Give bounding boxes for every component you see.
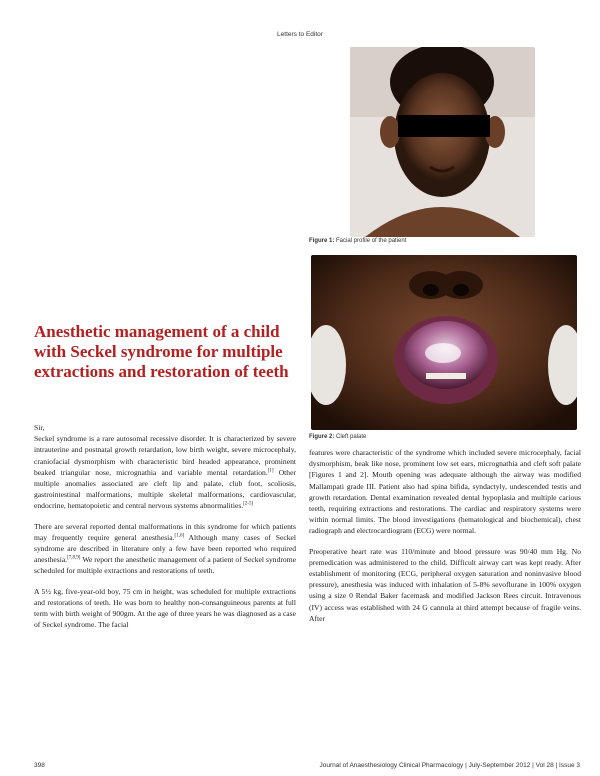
cleft-palate-photo (311, 255, 577, 430)
patient-face-photo (350, 47, 535, 237)
figure-2-image (311, 255, 577, 430)
paragraph-case: A 5½ kg, five-year-old boy, 75 cm in height, was scheduled for multiple extractions and restorations of teeth. He was born to healthy non-consanguineous parents at full term with birth weight of 900gm. At the age of three years he was diagnosed as a case of Seckel syndrome. The facial (34, 586, 296, 630)
paragraph-intro: Seckel syndrome is a rare autosomal recessive disorder. It is characterized by severe intrauterine and postnatal growth retardation, low birth weight, severe microcephaly, craniofacial dysmorphism with characteristic bird headed appearance, prominent beaked triangular nose, micrognathia and variable mental retardation.[1] Other multiple anomalies associated are cleft lip and palate, club foot, scoliosis, gastrointestinal malformations, multiple skeletal malformations, cardiovascular, endocrine, hematopoietic and central nervous systems abnormalities.[2-5] (34, 434, 296, 511)
paragraph-dental: There are several reported dental malformations in this syndrome for which patients may frequently require general anesthesia.[1,6] Although many cases of Seckel syndrome are described in literature only a few have been reported who required anesthesia.[7,8,9] We report the anesthetic management of a patient of Seckel syndrome scheduled for multiple extractions and restorations of teeth. (34, 521, 296, 576)
figure-1-image (350, 47, 535, 237)
left-column (34, 422, 296, 630)
salutation: Sir, (34, 423, 45, 432)
section-header: Letters to Editor (277, 31, 323, 38)
page-number: 398 (34, 762, 45, 769)
journal-info: Journal of Anaesthesiology Clinical Pharmacology | July-September 2012 | Vol 28 | Issue 3 (319, 762, 580, 769)
article-title: Anesthetic management of a child with Seckel syndrome for multiple extractions and restoration of teeth (34, 322, 289, 381)
figure-1-caption: Figure 1: Facial profile of the patient (309, 238, 407, 244)
right-column (309, 447, 581, 624)
paragraph-anesthesia: Preoperative heart rate was 110/minute and blood pressure was 90/40 mm Hg. No premedication was administered to the child. Difficult airway cart was kept ready. After establishment of monitoring (ECG, peripheral oxygen saturation and noninvasive blood pressure), anesthesia was induced with inhalation of 5-8% sevoflurane in 100% oxygen using a size 0 Rendal Baker facemask and modified Jackson Rees circuit. Intravenous (IV) access was established with 24 G cannula at third attempt because of fragile veins. After (309, 546, 581, 623)
paragraph-features: features were characteristic of the syndrome which included severe microcephaly, facial dysmorphism, beak like nose, prominent low set ears, micrognathia and cleft soft palate [Figures 1 and 2]. Mouth opening was adequate although the airway was modified Mallampati grade III. Patient also had spina bifida, syndactyly, undescended testis and growth retardation. Dental examination revealed dental hypoplasia and multiple carious teeth, requiring extractions and restorations. The cardiac and respiratory systems were within normal limits. The blood investigations (hematological and biochemical), chest radiograph and electrocardiogram (ECG) were normal. (309, 448, 581, 536)
figure-2-caption: Figure 2: Cleft palate (309, 434, 367, 440)
